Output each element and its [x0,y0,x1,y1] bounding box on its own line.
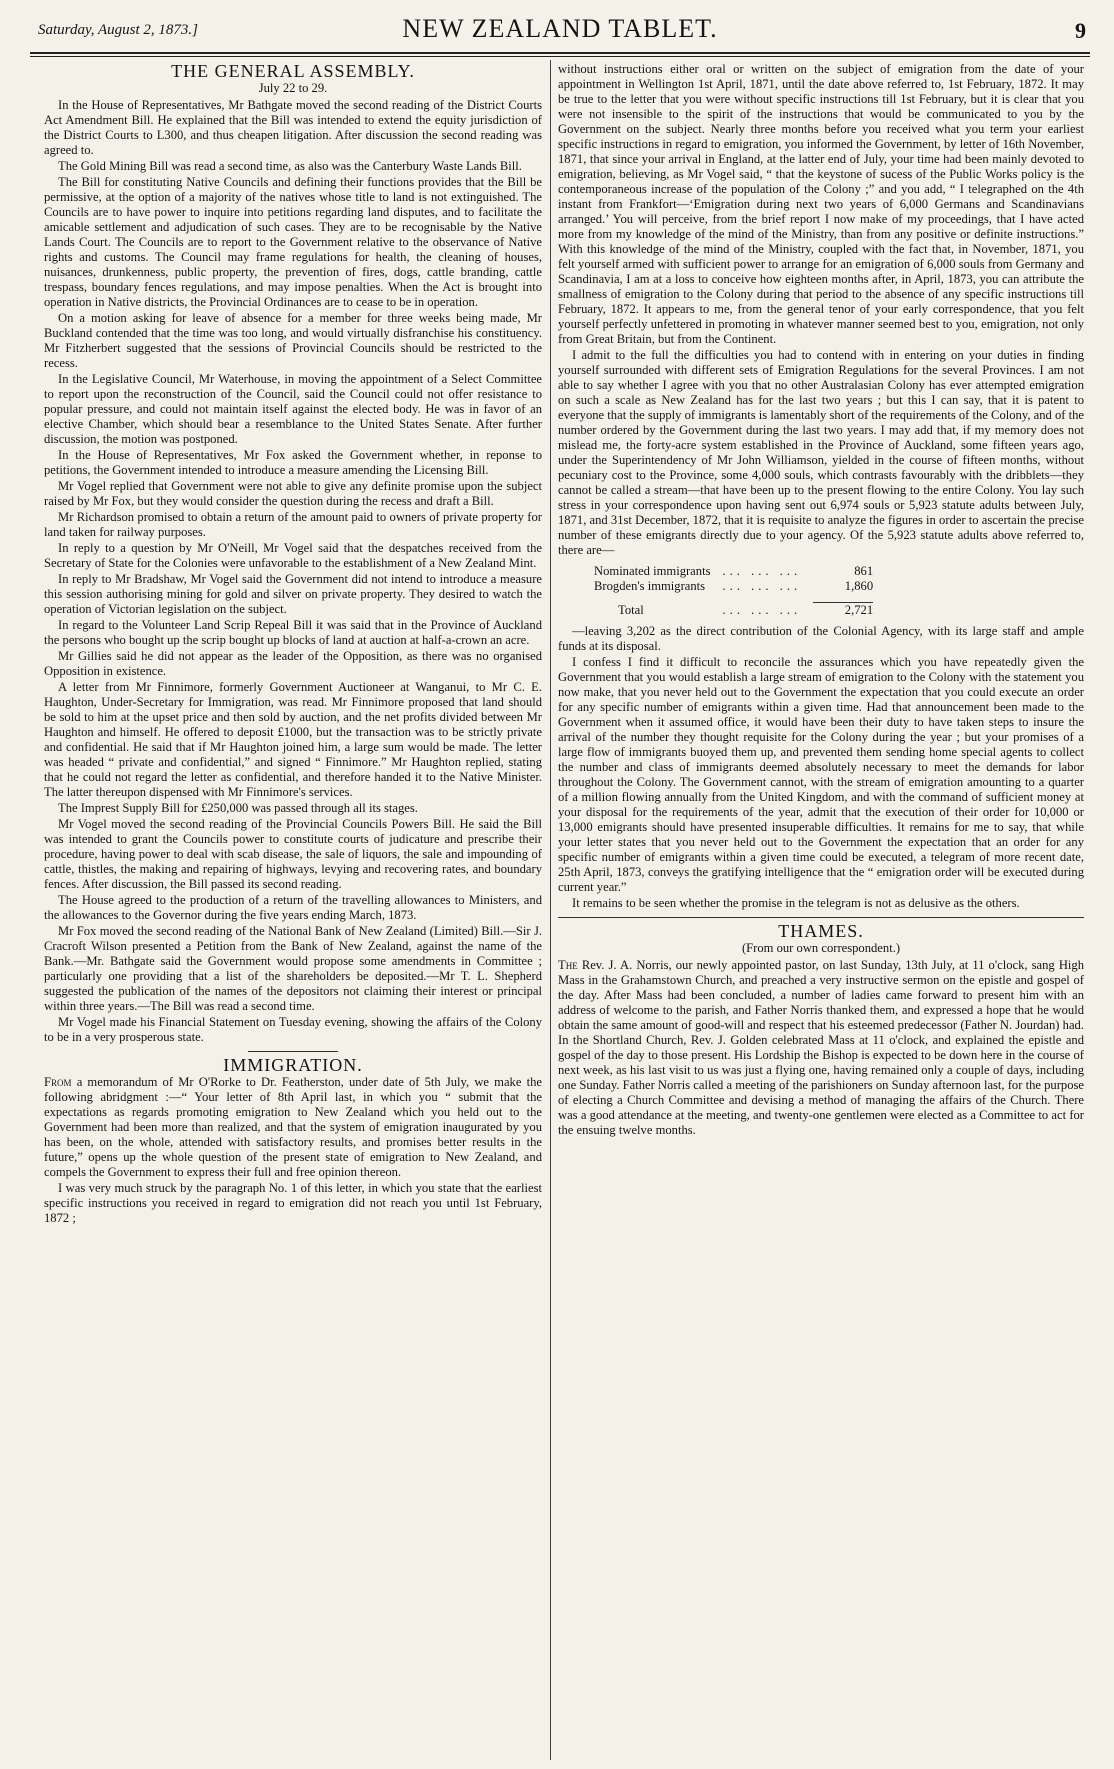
paragraph-text: without instructions either oral or written on the subject of emigration from the date of your appointment in Wellington 1st April, 1871, until the date above referred to, 1st February, 1872. It may be true to the letter that you were without specific instructions till 1st February, but it is clear that you were not insensible to the spirit of the instructions that would be communicated to you by the Government on the subject. Nearly three months before you received what you term your earliest specific instructions in regard to emigration, you informed the Government, by letter of 16th November, 1871, that since your arrival in England, at the latter end of July, your time had been mainly devoted to emigration, believing, as Mr Vogel said, “ that the keystone of sucess of the Public Works policy is the contemporaneous increase of the population of the Colony ;” and you add, “ I telegraphed on the 4th instant from Frankfort—‘Emigration during next two years of 6,000 Germans and Scandinavians arranged.’ You will perceive, from the brief report I now make of my proceedings, that I have acted more from my knowledge of the mind of the Ministry, than from any positive or definite instructions.” With this knowledge of the mind of the Ministry, coupled with the fact that, in November, 1871, you felt yourself armed with sufficient power to arrange for an emigration of 6,000 souls from Germany and Scandinavia, I am at a loss to conceive how eighteen months after, in April, 1873, you can attribute the smallness of emigration to the Colony during that period to the absence of any specific instructions till February, 1872. It appears to me, from the general tenor of your early correspondence, that you felt yourself perfectly unfettered in promoting in whatever manner seemed best to you, emigration, not only from Great Britain, but from the Continent. [558,62,1084,346]
paragraph-text: I confess I find it difficult to reconcile the assurances which you have repeatedly given the Government that you would establish a large stream of emigration to the Colony with the statement you now make, that you never held out to the Government the expectation that you could execute an order for any specific number of emigrants within a given time. Had that announcement been made to the Government when it assumed office, it would have been their duty to have taken steps to insure the arrival of the number they thought requisite for the Colony during the year ; but your promises of a large flow of immigrants buoyed them up, and prevented them sending home special agents to collect the number and class of immigrants deemed absolutely necessary to meet the demands for labor throughout the Colony. The Government cannot, with the stream of emigration amounting to a quarter of a million flowing annually from the United Kingdom, and with the command of sufficient money at your disposal for the requirements of the year, admit that the execution of their order for 10,000 or 13,000 emigrants should have presented insuperable difficulties. It remains for me to say, that while your letter states that you never held out to the Government the expectation that an order for any specific number of emigrants within a given time could be executed, a telegram of more recent date, 25th April, 1873, conveys the gratifying intelligence that the “ emigration order will be executed during current year.” [558,655,1084,894]
paragraph-text: The House agreed to the production of a return of the travelling allowances to Ministers, and the allowances to the Governor during the five years ending March, 1873. [44,893,542,922]
paragraph-text: Mr Fox moved the second reading of the National Bank of New Zealand (Limited) Bill.—Sir J. Cracroft Wilson presented a Petition from the Bank of New Zealand, against the name of the Bank.—Mr. Bathgate said the Government would propose some amendments in Committee ; particularly one providing that a list of the shareholders be deposited.—Mr T. L. Shepherd suggested the publication of the names of the depositors not claiming their interest or principal within three years.—The Bill was read a second time. [44,924,542,1013]
paragraph-text: Mr Vogel replied that Government were not able to give any definite promise upon the subject raised by Mr Fox, but they would consider the question during the recess and draft a Bill. [44,479,542,508]
paragraph-text: a memorandum of Mr O'Rorke to Dr. Featherston, under date of 5th July, we make the following abridgment :—“ Your letter of 8th April last, in which you “ submit that the expectations as regards promoting emigration to New Zealand which you held out to the Government had been more than realized, and that the system of emigration inaugurated by you has been, on the whole, attended with satisfactory results, and promises better results in the future,” opens up the whole question of the present state of emigration to New Zealand, and compels the Government to express their full and free opinion thereon. [44,1075,542,1179]
assembly-paragraph [44,510,542,540]
assembly-paragraph [44,801,542,816]
thames-lead-word: The [558,958,578,972]
paragraph-text: Mr Vogel made his Financial Statement on Tuesday evening, showing the affairs of the Colony to be in a very prosperous state. [44,1015,542,1044]
immigrant-figures-table [588,564,879,618]
header-rule-thin [30,56,1090,57]
page-header [30,8,1090,48]
assembly-paragraph [44,618,542,648]
paragraph-text: On a motion asking for leave of absence for a member for three weeks being made, Mr Buckland contended that the time was too long, and would virtually disfranchise his constituency. Mr Fitzherbert suggested that the sessions of Provincial Councils should be restricted to the recess. [44,311,542,370]
paragraph-text: The Imprest Supply Bill for £250,000 was passed through all its stages. [58,801,418,815]
left-column [44,62,542,1757]
immigration-article-continued [558,62,1084,558]
assembly-paragraph [44,479,542,509]
immigration-paragraph [558,348,1084,558]
total-dots: ... ... ... [722,602,802,617]
assembly-paragraph [44,448,542,478]
paragraph-text: In the House of Representatives, Mr Bathgate moved the second reading of the District Courts Act Amendment Bill. He explained that the Bill was intended to extend the equity jurisdiction of the District Courts to L300, and thus cheapen litigation. After discussion the second reading was agreed to. [44,98,542,157]
assembly-paragraph [44,680,542,800]
immigration-paragraph [558,62,1084,347]
column-separator [550,60,551,1760]
paragraph-text: A letter from Mr Finnimore, formerly Government Auctioneer at Wanganui, to Mr C. E. Haughton, Under-Secretary for Immigration, was read. Mr Finnimore proposed that land should be sold to him at the upset price and then sold by auction, and the net profits divided between Mr Haughton and himself. He offered to deposit £1000, but the transaction was to be strictly private and confidential. He said that if Mr Haughton joined him, a large sum would be made. The letter was headed “ private and confidential,” and signed “ Finnimore.” Mr Haughton replied, stating that he could not regard the letter as confidential, and therefore handed it to the Native Minister. The latter thereupon dispensed with Mr Finnimore's services. [44,680,542,799]
immigration-paragraph [44,1075,542,1180]
paragraph-text: In the Legislative Council, Mr Waterhouse, in moving the appointment of a Select Committee to report upon the reconstruction of the Council, said the Council could not offer resistance to popular pressure, and could not maintain itself against the elected body. He was in favor of an elective Chamber, which should bear a resemblance to the United States Senate. After further discussion, the motion was postponed. [44,372,542,446]
table-cell-value: 861 [854,564,874,578]
assembly-dates: July 22 to 29. [258,81,328,95]
assembly-paragraph [44,817,542,892]
paragraph-text: Mr Richardson promised to obtain a return of the amount paid to owners of private property for land taken for railway purposes. [44,510,542,539]
table-cell-label: Nominated immigrants [594,564,711,578]
assembly-paragraph [44,159,542,174]
assembly-paragraph [44,175,542,310]
right-column [558,62,1084,1757]
paragraph-text: In regard to the Volunteer Land Scrip Repeal Bill it was said that in the Province of Auckland the persons who bought up the scrip bought up blocks of land at auction at half-a-crown an acre. [44,618,542,647]
immigration-paragraph [558,896,1084,911]
table-cell-value: 1,860 [844,579,874,593]
immigration-paragraph [558,624,1084,654]
assembly-paragraph [44,893,542,923]
assembly-paragraph [44,372,542,447]
assembly-paragraph [44,649,542,679]
paragraph-text: The Gold Mining Bill was read a second time, as also was the Canterbury Waste Lands Bill. [58,159,522,173]
paragraph-text: I admit to the full the difficulties you had to contend with in entering on your duties in finding yourself surrounded with different sets of Emigration Regulations for the several Provinces. I am not able to say whether I agree with you that no other Australasian Colony has ever attempted emigration on such a scale as New Zealand has for the last two years ; but this I can say, that it is patent to everyone that the supply of immigrants is lamentably short of the requirements of the Colony, and of the number ordered by the Government during the last two years. I may add that, if my memory does not mislead me, the forty-acre system established in the Province of Auckland, some fifteen years ago, under the Superintendency of Mr John Williamson, yielded in the course of fifteen months, without pecuniary cost to the Province, some 4,000 souls, which contrasts favourably with the dribblets—they cannot be called a stream—that have been up to the present flowing to the entire Colony. You lay such stress in your correspondence upon having sent out 6,974 souls or 5,923 statute adults between July, 1871, and 31st December, 1872, that it is requisite to analyze the figures in order to ascertain the precise number of these emigrants directly due to your agency. Of the 5,923 statute adults above referred to, there are— [558,348,1084,557]
assembly-paragraph [44,924,542,1014]
paragraph-text: I was very much struck by the paragraph No. 1 of this letter, in which you state that the earliest specific instructions you received in regard to emigration did not reach you until 1st February, 1872 ; [44,1181,542,1225]
paragraph-text: In the House of Representatives, Mr Fox asked the Government whether, in reponse to petitions, the Government intended to introduce a measure amending the Licensing Bill. [44,448,542,477]
section-divider [248,1051,338,1052]
total-label: Total [618,602,644,617]
paragraph-text: Mr Gillies said he did not appear as the leader of the Opposition, as there was no organised Opposition in existence. [44,649,542,678]
issue-date: Saturday, August 2, 1873.] [38,22,199,38]
paragraph-text: Mr Vogel moved the second reading of the Provincial Councils Powers Bill. He said the Bill was intended to grant the Councils power to constitute courts of judicature and prescribe their procedure, having power to deal with scab disease, the sale of liquors, the sale and impounding of cattle, thistles, the making and repairing of highways, levying and recovering rates, and boundary fences. After discussion, the Bill passed its second reading. [44,817,542,891]
immigration-paragraph [558,655,1084,895]
paragraph-text: In reply to a question by Mr O'Neill, Mr Vogel said that the despatches received from the Secretary of State for the Colonies were unfavorable to the establishment of a New Zealand Mint. [44,541,542,570]
lead-word: From [44,1075,72,1089]
table-row [588,564,879,579]
table-row-total [588,594,879,618]
total-value: 2,721 [807,594,879,618]
paragraph-text: It remains to be seen whether the promise in the telegram is not as delusive as the others. [572,896,1020,910]
table-cell-dots: ... ... ... [722,579,802,593]
assembly-paragraph [44,98,542,158]
immigration-article-start [44,1075,542,1226]
table-row [588,579,879,594]
paragraph-text: The Bill for constituting Native Councils and defining their functions provides that the Bill be permissive, at the option of a majority of the natives whose title to land is not extinguished. The Councils are to have power to inquire into petitions regarding land disputes, and to facilitate the amicable settlement and adjudication of such cases. They are to be recognisable by the Native Lands Court. The Councils are to report to the Government relative to the observance of Native rights and customs. The Council may frame regulations for health, the cleaning of houses, nuisances, drunkenness, public property, the prevention of fires, dogs, cattle branding, cattle trespass, boundary fences regulations, and may impose penalties. When the Act is brought into operation in Native districts, the Provincial Ordinances are to cease to be in operation. [44,175,542,309]
assembly-heading: THE GENERAL ASSEMBLY. [171,62,415,81]
immigration-heading: IMMIGRATION. [223,1055,363,1075]
thames-article [558,958,1084,1138]
thames-text: Rev. J. A. Norris, our newly appointed pastor, on last Sunday, 13th July, at 11 o'clock, sang High Mass in the Grahamstown Church, and preached a very instructive sermon on the epistle and gospel of the day. After Mass had been concluded, a number of ladies came forward to present him with an address of welcome to the parish, and Father Norris thanked them, and expressed a hope that he would obtain the same amount of good-will and respect that his esteemed predecessor (Father N. Jourdan) had. In the Shortland Church, Rev. J. Golden celebrated Mass at 11 o'clock, and explained the epistle and gospel of the day to those present. His Lordship the Bishop is expected to be down here in the course of next week, as his last visit to us was just a flying one, having remained only a couple of days, including one Sunday. Father Norris called a meeting of the parishioners on Sunday afternoon last, for the purpose of electing a Church Committee and devising a method of managing the affairs of the Church. There was a good attendance at the meeting, and twenty-one gentlemen were elected as a Committee to act for the ensuing twelve months. [558,958,1084,1137]
assembly-paragraph [44,311,542,371]
header-rule [30,52,1090,54]
immigration-article-end [558,624,1084,911]
newspaper-title: NEW ZEALAND TABLET. [402,14,718,43]
page-number: 9 [1075,18,1086,43]
table-cell-label: Brogden's immigrants [594,579,706,593]
paragraph-text: —leaving 3,202 as the direct contribution of the Colonial Agency, with its large staff and ample funds at its disposal. [558,624,1084,653]
assembly-paragraph [44,541,542,571]
section-divider-right [558,917,1084,918]
paragraph-text: In reply to Mr Bradshaw, Mr Vogel said the Government did not intend to introduce a measure this session authorising mining for gold and silver on private property. They desired to watch the operation of Victorian legislation on the subject. [44,572,542,616]
assembly-paragraph [44,1015,542,1045]
table-cell-dots: ... ... ... [722,564,802,578]
immigration-paragraph [44,1181,542,1226]
thames-heading: THAMES. [778,921,864,941]
thames-subtitle: (From our own correspondent.) [741,941,901,955]
assembly-paragraph [44,572,542,617]
assembly-article [44,98,542,1045]
